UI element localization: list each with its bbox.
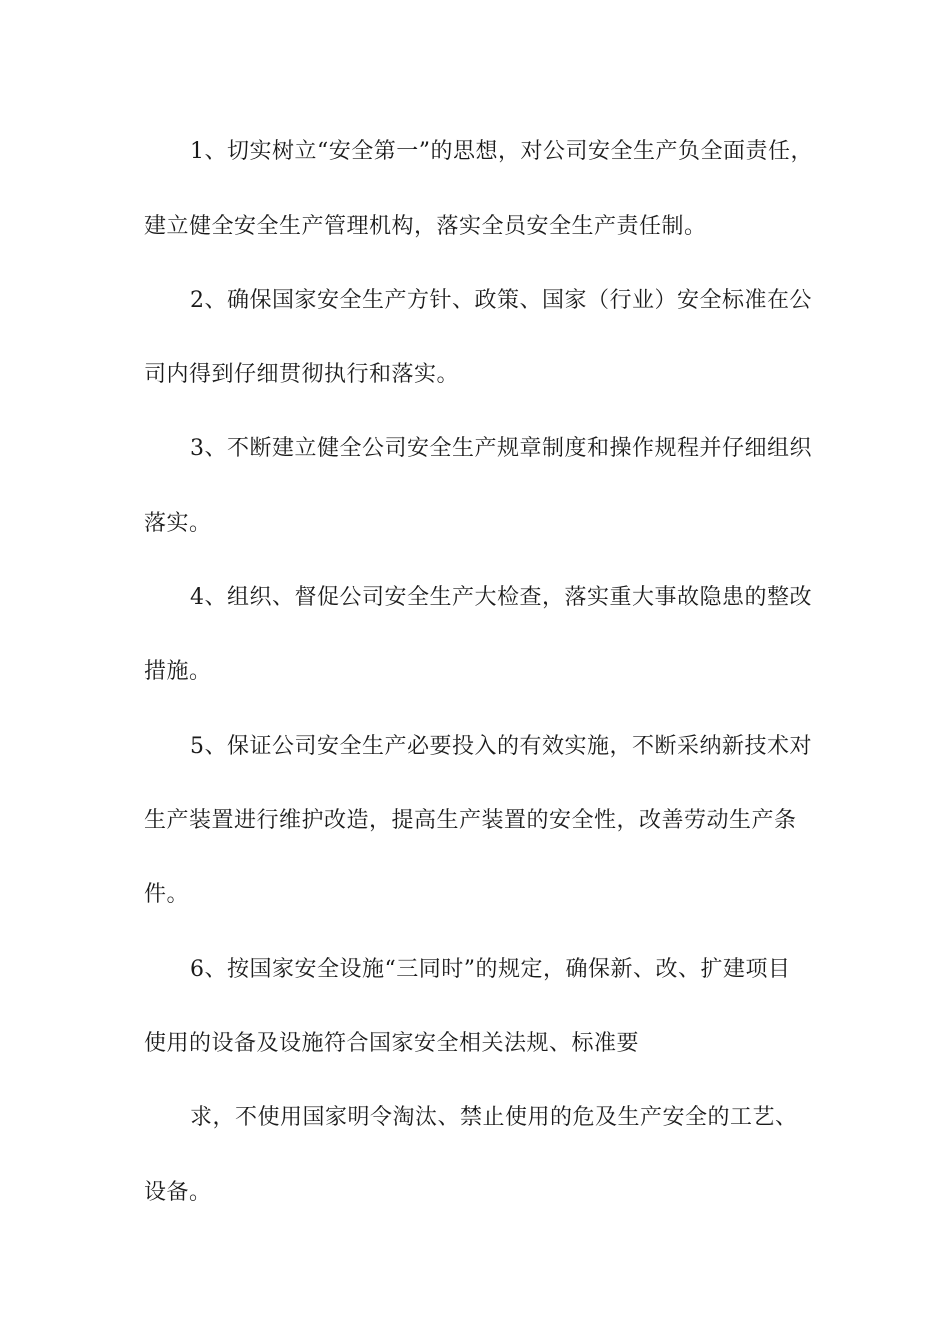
paragraph-5-line-2: 生产装置进行维护改造，提高生产装置的安全性，改善劳动生产条 bbox=[144, 808, 797, 833]
paragraph-2-line-1: 2、确保国家安全生产方针、政策、国家（行业）安全标准在公 bbox=[190, 288, 812, 313]
paragraph-4-line-2: 措施。 bbox=[144, 659, 212, 684]
paragraph-1-line-2: 建立健全安全生产管理机构，落实全员安全生产责任制。 bbox=[144, 214, 707, 239]
paragraph-7-line-1: 求，不使用国家明令淘汰、禁止使用的危及生产安全的工艺、 bbox=[190, 1105, 798, 1130]
paragraph-4-line-1: 4、组织、督促公司安全生产大检查，落实重大事故隐患的整改 bbox=[190, 585, 812, 610]
paragraph-6-line-2: 使用的设备及设施符合国家安全相关法规、标准要 bbox=[144, 1031, 640, 1056]
paragraph-3-line-2: 落实。 bbox=[144, 511, 212, 536]
paragraph-5-line-1: 5、保证公司安全生产必要投入的有效实施，不断采纳新技术对 bbox=[190, 734, 812, 759]
paragraph-2-line-2: 司内得到仔细贯彻执行和落实。 bbox=[144, 362, 460, 387]
paragraph-6-line-1: 6、按国家安全设施“三同时”的规定，确保新、改、扩建项目 bbox=[190, 957, 791, 982]
paragraph-5-line-3: 件。 bbox=[144, 882, 190, 907]
paragraph-1-line-1: 1、切实树立“安全第一”的思想，对公司安全生产负全面责任， bbox=[190, 139, 813, 164]
paragraph-3-line-1: 3、不断建立健全公司安全生产规章制度和操作规程并仔细组织 bbox=[190, 436, 812, 461]
paragraph-7-line-2: 设备。 bbox=[144, 1180, 212, 1205]
